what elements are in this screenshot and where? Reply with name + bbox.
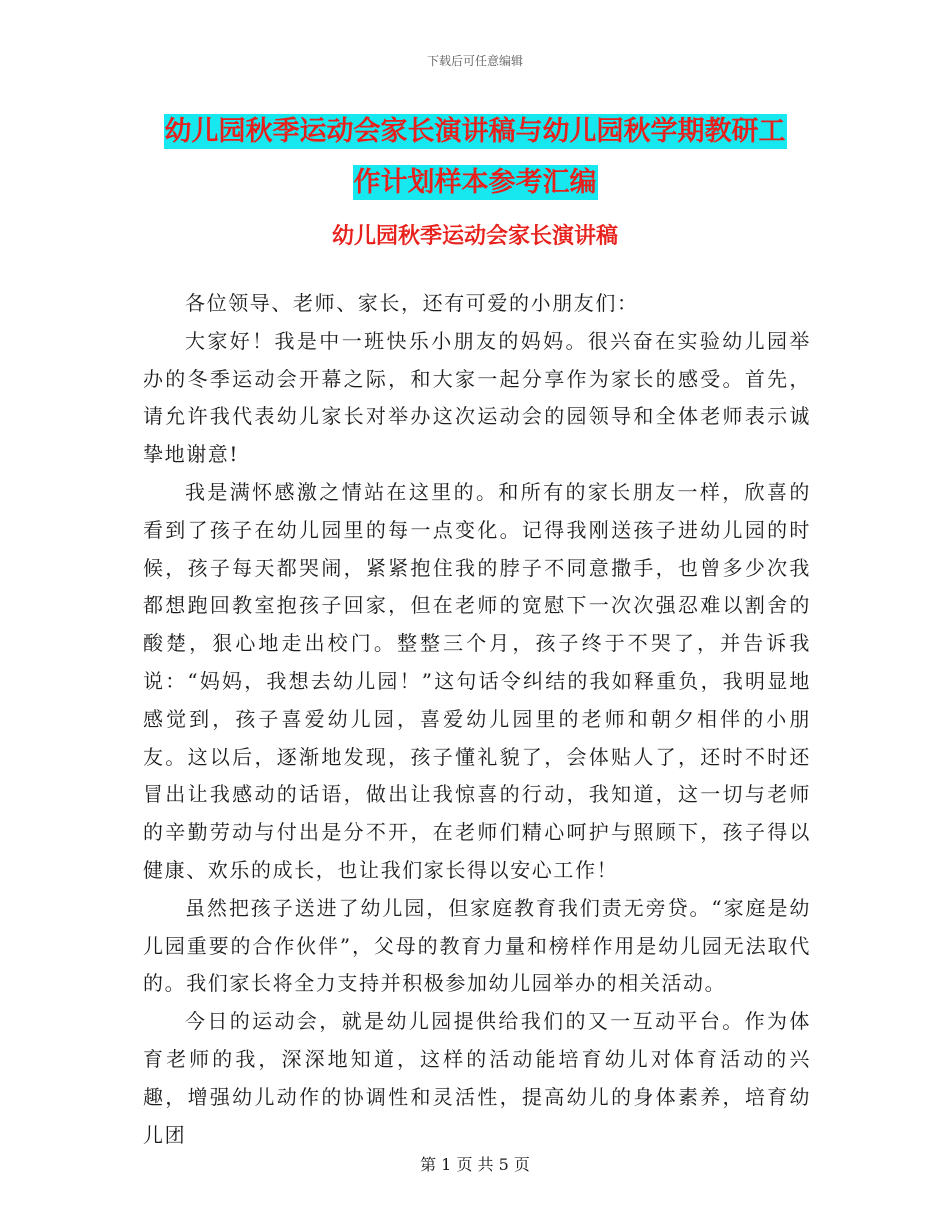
paragraph-sports-meet: 今日的运动会，就是幼儿园提供给我们的又一互动平台。作为体育老师的我，深深地知道，这样的活动能培育幼儿对体育活动的兴趣，增强幼儿动作的协调性和灵活性，提高幼儿的身体素养，培育幼儿团	[143, 1009, 811, 1147]
document-title	[140, 106, 810, 208]
document-title-line-1: 幼儿园秋季运动会家长演讲稿与幼儿园秋学期教研工	[164, 116, 786, 147]
paragraph-gratitude: 我是满怀感激之情站在这里的。和所有的家长朋友一样，欣喜的看到了孩子在幼儿园里的每一点变化。记得我刚送孩子进幼儿园的时候，孩子每天都哭闹，紧紧抱住我的脖子不同意撒手，也曾多少次我都想跑回教室抱孩子回家，但在老师的宽慰下一次次强忍难以割舍的酸楚，狠心地走出校门。整整三个月，孩子终于不哭了，并告诉我说：“妈妈，我想去幼儿园！”这句话令纠结的我如释重负，我明显地感觉到，孩子喜爱幼儿园，喜爱幼儿园里的老师和朝夕相伴的小朋友。这以后，逐渐地发现，孩子懂礼貌了，会体贴人了，还时不时还冒出让我感动的话语，做出让我惊喜的行动，我知道，这一切与老师的辛勤劳动与付出是分不开，在老师们精心呵护与照顾下，孩子得以健康、欢乐的成长，也让我们家长得以安心工作！	[143, 479, 811, 882]
paragraph-introduction: 大家好！我是中一班快乐小朋友的妈妈。很兴奋在实验幼儿园举办的冬季运动会开幕之际，和大家一起分享作为家长的感受。首先，请允许我代表幼儿家长对举办这次运动会的园领导和全体老师表示诚挚地谢意!	[143, 328, 811, 467]
page-header-note: 下载后可任意编辑	[426, 54, 523, 68]
paragraph-family-education: 虽然把孩子送进了幼儿园，但家庭教育我们责无旁贷。“家庭是幼儿园重要的合作伙伴”，父母的教育力量和榜样作用是幼儿园无法取代的。我们家长将全力支持并积极参加幼儿园举办的相关活动。	[143, 895, 811, 996]
paragraph-greeting: 各位领导、老师、家长，还有可爱的小朋友们：	[185, 291, 639, 315]
section-title: 幼儿园秋季运动会家长演讲稿	[331, 224, 618, 249]
page-number: 第 1 页 共 5 页	[420, 1155, 530, 1174]
speech-body	[143, 285, 811, 1154]
document-title-line-2: 作计划样本参考汇编	[353, 167, 597, 198]
